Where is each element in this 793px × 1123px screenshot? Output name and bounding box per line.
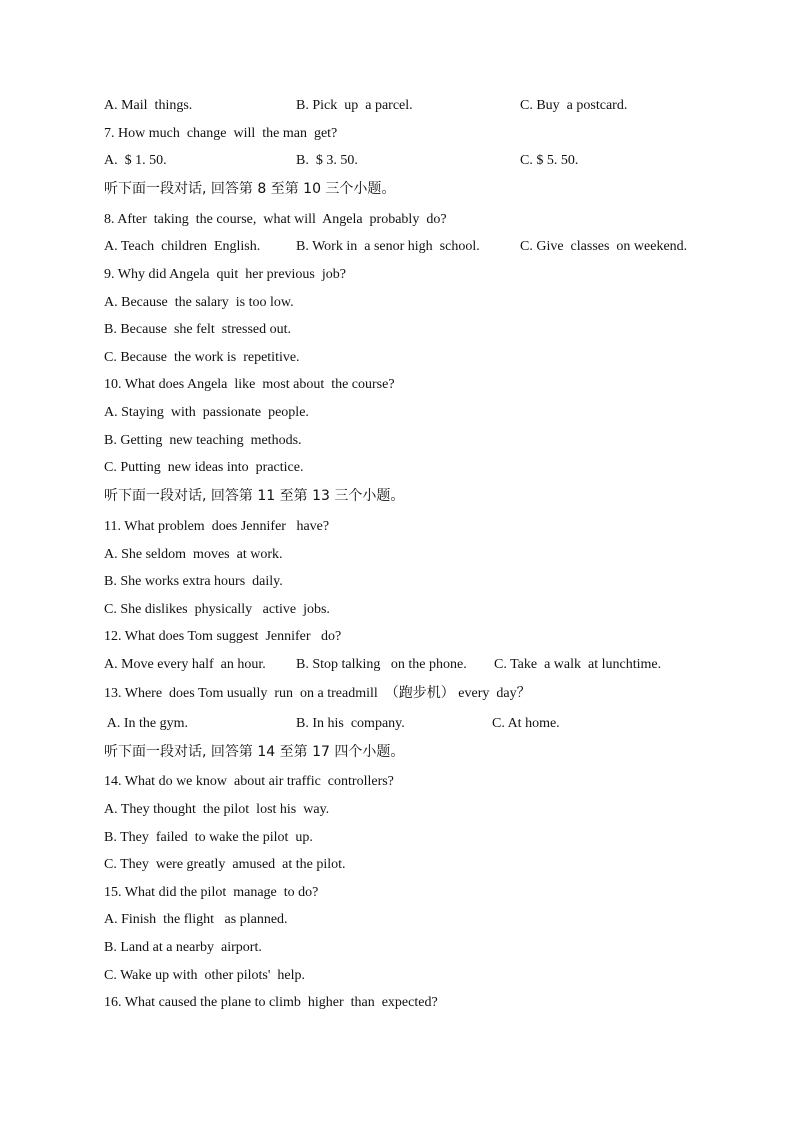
q10-option-c: C. Putting new ideas into practice.	[104, 460, 304, 475]
q6-option-b: B. Pick up a parcel.	[296, 98, 413, 113]
q6-options	[104, 97, 744, 115]
q11-question: 11. What problem does Jennifer have?	[104, 519, 330, 534]
section-heading-11-13: 听下面一段对话, 回答第 11 至第 13 三个小题。	[104, 488, 405, 504]
q14-option-a: A. They thought the pilot lost his way.	[104, 802, 330, 817]
q13-option-a: A. In the gym.	[104, 716, 188, 731]
q7-option-c: C. $ 5. 50.	[520, 153, 579, 168]
q13-option-b: B. In his company.	[296, 716, 405, 731]
q13-options	[104, 715, 744, 733]
q16-question: 16. What caused the plane to climb higher than expected?	[104, 995, 438, 1010]
q10-question: 10. What does Angela like most about the course?	[104, 377, 395, 392]
q7-question: 7. How much change will the man get?	[104, 126, 338, 141]
q9-option-a: A. Because the salary is too low.	[104, 295, 294, 310]
q8-option-c: C. Give classes on weekend.	[520, 239, 688, 254]
q15-option-c: C. Wake up with other pilots' help.	[104, 968, 306, 983]
q8-option-b: B. Work in a senor high school.	[296, 239, 480, 254]
q11-option-c: C. She dislikes physically active jobs.	[104, 602, 330, 617]
q8-option-a: A. Teach children English.	[104, 239, 261, 254]
q7-option-b: B. $ 3. 50.	[296, 153, 358, 168]
q14-question: 14. What do we know about air traffic controllers?	[104, 774, 394, 789]
q15-option-a: A. Finish the flight as planned.	[104, 912, 288, 927]
q15-option-b: B. Land at a nearby airport.	[104, 940, 262, 955]
q8-question: 8. After taking the course, what will Angela probably do?	[104, 212, 447, 227]
q6-option-c: C. Buy a postcard.	[520, 98, 628, 113]
q12-option-b: B. Stop talking on the phone.	[296, 657, 467, 672]
section-heading-14-17: 听下面一段对话, 回答第 14 至第 17 四个小题。	[104, 744, 405, 760]
q13-question: 13. Where does Tom usually run on a treadmill （跑步机） every day？	[104, 686, 531, 701]
q12-question: 12. What does Tom suggest Jennifer do?	[104, 629, 342, 644]
q10-option-a: A. Staying with passionate people.	[104, 405, 309, 420]
q12-options	[104, 656, 744, 674]
q9-option-c: C. Because the work is repetitive.	[104, 350, 300, 365]
q12-option-a: A. Move every half an hour.	[104, 657, 266, 672]
q11-option-a: A. She seldom moves at work.	[104, 547, 283, 562]
section-heading-8-10: 听下面一段对话, 回答第 8 至第 10 三个小题。	[104, 181, 396, 197]
q11-option-b: B. She works extra hours daily.	[104, 574, 283, 589]
q7-option-a: A. $ 1. 50.	[104, 153, 167, 168]
q9-question: 9. Why did Angela quit her previous job?	[104, 267, 346, 282]
q8-options	[104, 238, 744, 256]
q12-option-c: C. Take a walk at lunchtime.	[494, 657, 662, 672]
q9-option-b: B. Because she felt stressed out.	[104, 322, 292, 337]
q15-question: 15. What did the pilot manage to do?	[104, 885, 319, 900]
q13-option-c: C. At home.	[492, 716, 560, 731]
q6-option-a: A. Mail things.	[104, 98, 193, 113]
q7-options	[104, 152, 744, 170]
q14-option-b: B. They failed to wake the pilot up.	[104, 830, 313, 845]
q10-option-b: B. Getting new teaching methods.	[104, 433, 302, 448]
q14-option-c: C. They were greatly amused at the pilot.	[104, 857, 346, 872]
